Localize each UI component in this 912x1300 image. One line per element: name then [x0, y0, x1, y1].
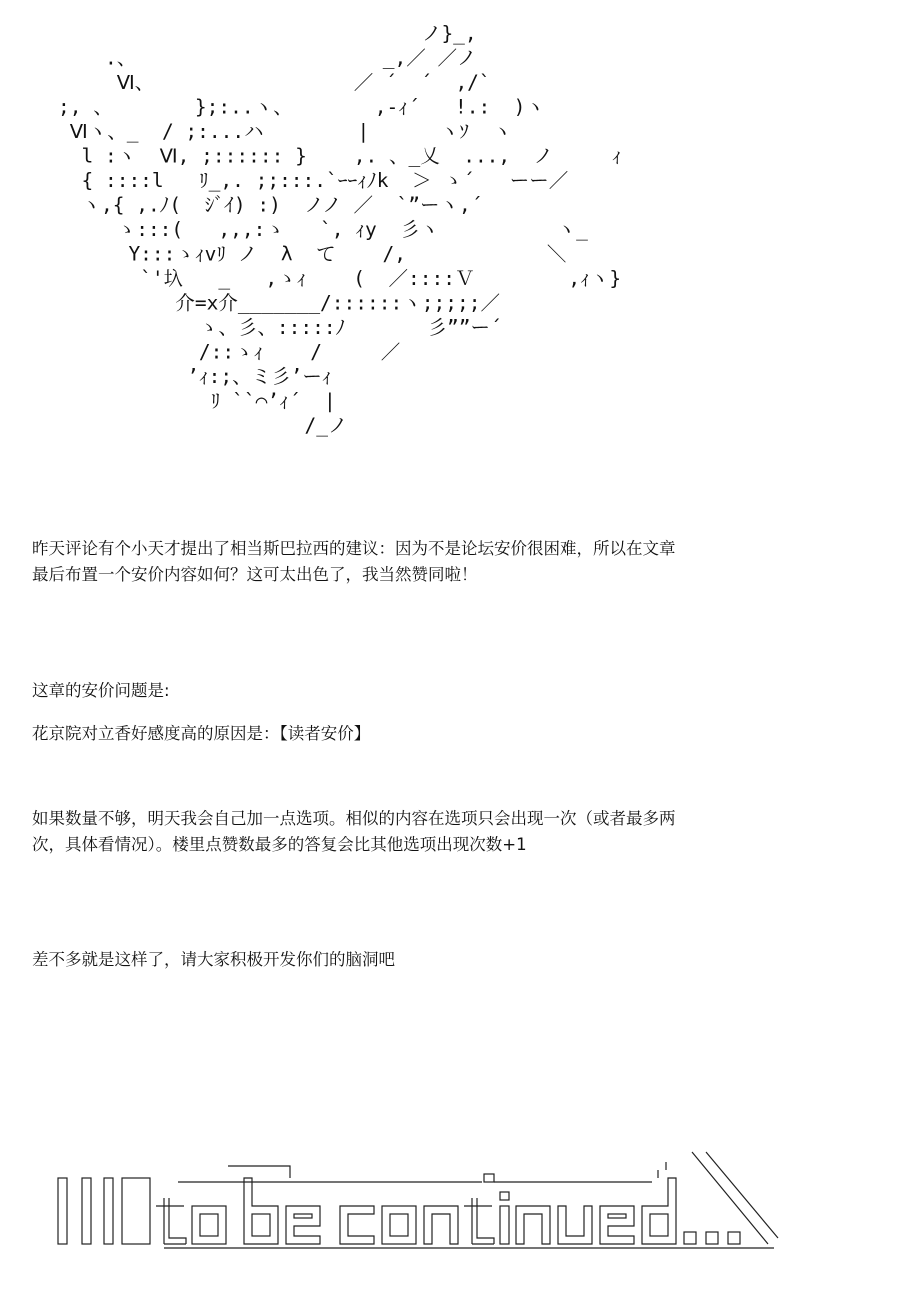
banner-letter-u	[558, 1206, 592, 1244]
banner-bar-3	[104, 1178, 113, 1244]
ascii-art-line: ヽ,{ ,.ﾉ( ｼﾞｲ) :) ノノ ／ `”ーヽ,´	[58, 193, 483, 217]
ascii-art-line: .、 _,／ ／ノ	[58, 46, 477, 70]
ascii-art-line: Y:::ゝｨvﾘ ノ λ て /, ＼	[58, 242, 567, 266]
banner-bar-1	[58, 1178, 67, 1244]
banner-tail	[692, 1152, 778, 1244]
ascii-art-line: ゝ、彡、:::::ﾉ 彡””ー´	[58, 316, 502, 339]
banner-letter-o	[192, 1206, 226, 1244]
banner-letter-t2	[464, 1198, 494, 1244]
banner-dot-3	[728, 1232, 740, 1244]
ascii-art-line: Ⅵ、 ／ ´ ´ ,/`	[58, 71, 491, 94]
banner-dot-2	[706, 1232, 718, 1244]
banner-letter-n	[424, 1206, 458, 1244]
ascii-art-line: Ⅵヽ、_ / ;:...ハ | ヽｿ ヽ	[58, 120, 512, 143]
ascii-art-line: ゝ:::( ,,,:ゝ `, ｨy 彡ヽ ヽ_	[58, 218, 588, 241]
ascii-art-line: ;, 、 };:..ヽ、 ,-ｨ´ !.: )ヽ	[58, 95, 545, 119]
banner-bar-4	[122, 1178, 150, 1244]
ascii-art-line: /::ゝｨ / ／	[58, 340, 401, 364]
banner-letter-b	[244, 1178, 278, 1244]
ascii-art-line: ノ}_,	[58, 22, 477, 45]
question-text: 花京院对立香好感度高的原因是：【读者安价】	[32, 724, 371, 743]
rules-paragraph: 如果数量不够，明天我会自己加一点选项。相似的内容在选项只会出现一次（或者最多两 次，具体看情况）。楼里点赞数最多的答复会比其他选项出现次数+1	[32, 809, 676, 854]
banner-dot-1	[684, 1232, 696, 1244]
to-be-continued-banner	[52, 1148, 778, 1252]
banner-letter-t	[156, 1198, 186, 1244]
ascii-art-creature	[58, 18, 622, 458]
ascii-art-line: { ::::l ﾘ_,. ;;:::.`ｰｰｨﾉk ＞ ゝ´ ーー／	[58, 169, 569, 192]
banner-letter-e2	[600, 1206, 634, 1244]
banner-letter-o2	[382, 1206, 416, 1244]
banner-bar-2	[82, 1178, 91, 1244]
banner-letter-i	[500, 1206, 509, 1244]
ascii-art-line: /_ノ	[58, 414, 348, 437]
banner-letter-e	[286, 1206, 320, 1244]
intro-paragraph: 昨天评论有个小天才提出了相当斯巴拉西的建议：因为不是论坛安价很困难，所以在文章 最后布置一个安价内容如何？这可太出色了，我当然赞同啦！	[32, 539, 676, 584]
banner-letter-d	[642, 1178, 676, 1244]
question-heading: 这章的安价问题是:	[32, 681, 170, 700]
closing-paragraph: 差不多就是这样了，请大家积极开发你们的脑洞吧	[32, 950, 395, 969]
banner-letter-c	[340, 1206, 374, 1244]
ascii-art-line: l :ヽ Ⅵ, ;:::::: } ,. 、_乂 ..., ノ ｨ	[58, 144, 622, 168]
ascii-art-line: ’ｨ:;、ミ彡’ーｨ	[58, 365, 332, 388]
ascii-art-line: `'圦 _ ,ゝｨ ( ／::::Ｖ ,ｨヽ}	[58, 267, 622, 290]
banner-letter-n2	[516, 1206, 550, 1244]
ascii-art-line: ﾘ ``⌒’ｨ´ |	[58, 389, 336, 413]
ascii-art-line: 介=x介_______/::::::ヽ;;;;;／	[58, 291, 500, 315]
